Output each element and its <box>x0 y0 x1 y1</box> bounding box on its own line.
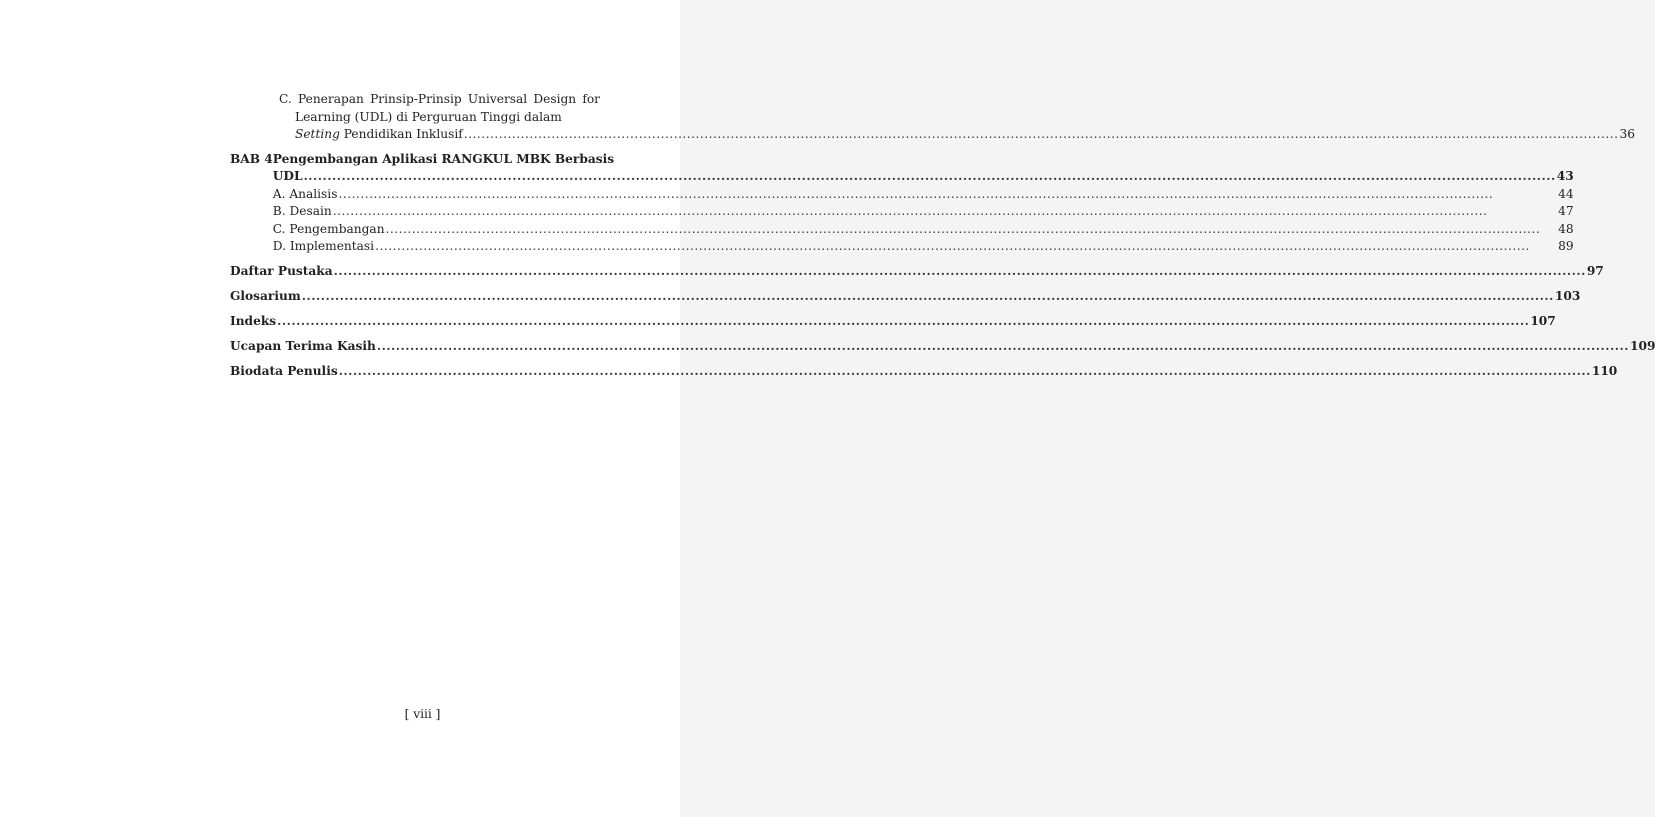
toc-entry-label: Daftar Pustaka <box>230 264 333 278</box>
chapter-title-line1[interactable]: Pengembangan Aplikasi RANGKUL MBK Berbasis <box>272 151 615 166</box>
dot-leader <box>334 263 1586 281</box>
toc-entry-ucapan-terima-kasih[interactable] <box>230 338 1655 356</box>
chapter-number: BAB 4 <box>230 151 273 166</box>
chapter-title-line2: UDL <box>272 169 303 183</box>
table-of-contents <box>230 91 1655 381</box>
chapter-body <box>273 151 1574 256</box>
dot-leader <box>386 221 1558 239</box>
toc-page-number: 89 <box>1558 239 1574 253</box>
toc-page-number: 110 <box>1591 364 1618 378</box>
toc-entry-section-c-last-line <box>279 126 1636 144</box>
toc-entry-label: Indeks <box>230 314 277 328</box>
toc-page-number: 36 <box>1619 127 1636 141</box>
dot-leader <box>339 363 1591 381</box>
toc-subentry-implementasi[interactable] <box>273 238 1574 256</box>
toc-entry-section-c[interactable] <box>230 91 1636 144</box>
toc-page-number: 47 <box>1558 204 1574 218</box>
toc-entry-label: Glosarium <box>230 289 301 303</box>
toc-entry-title-end: Pendidikan Inklusif <box>339 127 463 141</box>
dot-leader <box>464 126 1619 144</box>
dot-leader <box>277 313 1529 331</box>
toc-subentry-label: A. Analisis <box>272 186 338 201</box>
toc-subentry-pengembangan[interactable] <box>273 221 1574 239</box>
toc-page-number: 44 <box>1558 186 1574 201</box>
dot-leader <box>375 238 1557 256</box>
toc-entry-indeks[interactable] <box>230 313 1556 331</box>
toc-subentry-analisis[interactable] <box>273 186 1574 204</box>
toc-page-number: 48 <box>1558 221 1574 236</box>
toc-subentry-label: D. Implementasi <box>272 239 375 253</box>
toc-entry-daftar-pustaka[interactable] <box>230 263 1604 281</box>
dot-leader <box>338 186 1557 204</box>
toc-entry-section-c-text <box>279 91 600 126</box>
toc-entry-label: Ucapan Terima Kasih <box>230 339 376 353</box>
toc-subentry-desain[interactable] <box>273 203 1574 221</box>
dot-leader <box>304 168 1556 186</box>
toc-entry-label: Biodata Penulis <box>230 364 338 378</box>
toc-entry-glosarium[interactable] <box>230 288 1581 306</box>
toc-entry-italic-word: Setting <box>295 127 340 141</box>
toc-entry-letter: C. <box>279 92 292 106</box>
toc-subentry-label: B. Desain <box>272 204 332 218</box>
toc-chapter-bab-4 <box>230 151 1574 256</box>
toc-page-number: 97 <box>1586 264 1604 278</box>
dot-leader <box>333 203 1557 221</box>
viewer-background <box>680 0 817 817</box>
toc-page-number: 109 <box>1629 339 1655 353</box>
toc-entry-biodata-penulis[interactable] <box>230 363 1618 381</box>
chapter-title-line2-row[interactable] <box>273 168 1574 186</box>
toc-page-number: 43 <box>1556 169 1574 183</box>
dot-leader <box>377 338 1629 356</box>
page-number-footer: [ viii ] <box>404 707 441 721</box>
toc-subentry-label: C. Pengembangan <box>272 221 385 236</box>
toc-page-number: 103 <box>1554 289 1581 303</box>
toc-entry-title: Penerapan Prinsip-Prinsip Universal Design for Learning (UDL) di Perguruan Tinggi dalam <box>295 92 601 124</box>
toc-page-number: 107 <box>1530 314 1556 328</box>
dot-leader <box>302 288 1554 306</box>
